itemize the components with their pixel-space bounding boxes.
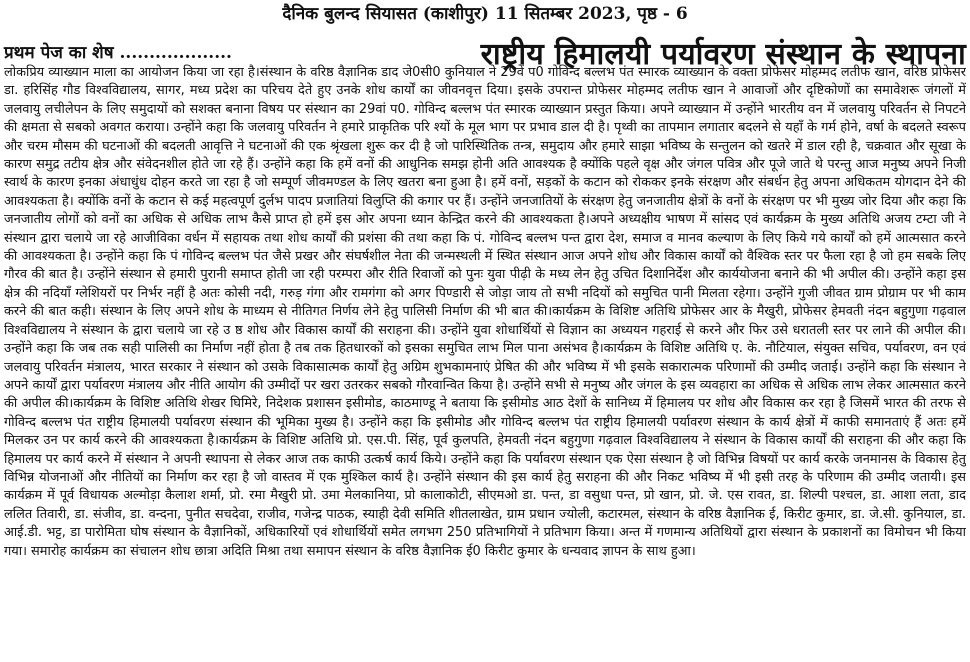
newspaper-masthead: दैनिक बुलन्द सियासत (काशीपुर) 11 सितम्बर 2023, पृष्ठ - 6 [282, 4, 688, 24]
article-headline: राष्ट्रीय हिमालयी पर्यावरण संस्थान के स्थापना [480, 37, 966, 72]
article-body: लोकप्रिय व्याख्यान माला का आयोजन किया जा रहा है।संस्थान के वरिष्ठ वैज्ञानिक डाद जे0सी0 कुनियाल ने 29वें प0 गोविन्द बल्लभ पंत स्मारक व्याख्यान के वक्ता प्रोफेसर मोहम्मद लतीफ खान, वरिष्ठ प्रोफेसर डा. हरिसिंह गौड विश्वविद्यालय, सागर, मध्य प्रदेश का परिचय देते हुए उनके शोध कार्यों का जीवनवृत्त दिया। इसके उपरान्त प्रोफेसर मोहम्मद लतीफ खान ने आवाजों और दृष्टिकोणों का समावेशरू जंगलों में जलवायु लचीलेपन के लिए समुदायों को सशक्त बनाना विषय पर संस्थान का 29वां प0. गोविन्द बल्लभ पंत स्मारक व्याख्यान प्रस्तुत किया। अपने व्याख्यान में उन्होंने भारतीय वन में जलवायु परिवर्तन से निपटने की क्षमता से सबको अवगत कराया। उन्होंने कहा कि जलवायु परिवर्तन ने हमारे प्राकृतिक परि श्यों के मूल भाग पर प्रभाव डाल दी है। पृथ्वी का तापमान लगातार बदलने से यहाँ के गर्म होने, वर्षा के बदलते स्वरूप और चरम मौसम की घटनाओं की बदलती आवृत्ति ने घटनाओं की एक श्रृंखला शुरू कर दी है जो पारिस्थितिक तन्त्र, समुदाय और हमारे साझा भविष्य के सन्तुलन को खतरे में डाल रही है, चक्रवात और सूखा के कारण समुद्र तटीय क्षेत्र और संवेदनशील होते जा रहे हैं। उन्होंने कहा कि हमें वनों की आधुनिक समझ होनी अति आवश्यक है क्योंकि पहले वृक्ष और जंगल पवित्र और पूजे जाते थे परन्तु आज मनुष्य अपने निजी स्वार्थ के कारण इनका अंधाधुंध दोहन करते जा रहा है जो सम्पूर्ण जीवमण्डल के लिए खतरा बना हुआ है। हमें वनों, सड़कों के कटान को रोककर इनके संरक्षण और संबर्धन हेतु अपना अधिकतम योगदान देने की आवश्यकता है। क्योंकि वनों के कटान से कई महत्वपूर्ण दुर्लभ पादप प्रजातियां विलुप्ति की कगार पर हैं। उन्होंने जनजातियों के संरक्षण हेतु जनजातीय क्षेत्रों के वनों के संरक्षण पर भी मुख्य जोर दिया और कहा कि जनजातीय लोगों को वनों का अधिक से अधिक लाभ कैसे प्राप्त हो हमें इस ओर अपना ध्यान केन्द्रित करने की आवश्यकता है।अपने अध्यक्षीय भाषण में सांसद एवं कार्यक्रम के मुख्य अतिथि अजय टम्टा जी ने संस्थान द्वारा चलाये जा रहे आजीविका वर्धन में सहायक तथा शोध कार्यों की प्रशंसा की तथा कहा कि पं. गोविन्द बल्लभ पन्त द्वारा देश, समाज व मानव कल्याण के लिए किये गये कार्यों को हमें आत्मसात करने की आवश्यकता है। उन्होंने कहा कि पं गोविन्द बल्लभ पंत जैसे प्रखर और संघर्षशील नेता की जन्मस्थली में स्थित संस्थान आज अपने शोध और विकास कार्यों को वैश्विक स्तर पर फैला रहा है जो हम सबके लिए गौरव की बात है। उन्होंने संस्थान से हमारी पुरानी समाप्त होती जा रही परम्परा और रीति रिवाजों को पुनः युवा पीढ़ी के मध्य लेन हेतु उचित दिशानिर्देश और कार्ययोजना बनाने की भी अपील की। उन्होंने कहा इस क्षेत्र की नदियाँ ग्लेशियरों पर निर्भर नहीं है अतः कोसी नदी, गरुड़ गंगा और रामगंगा को अगर पिण्डारी से जोड़ा जाय तो सभी नदियों को समुचित पानी मिलता रहेगा। उन्होंने गुजी जीवत ग्राम प्रोग्राम पर भी काम करने की बात कही। संस्थान के लिए अपने शोध के माध्यम से नीतिगत निर्णय लेने हेतु पालिसी निर्माण की भी बात की।कार्यक्रम के विशिष्ट अतिथि प्रोफेसर आर के मैखुरी, प्रोफेसर हेमवती नंदन बहुगुणा गढ़वाल विश्वविद्यालय ने संस्थान के द्वारा चलाये जा रहे उ ष्ठ शोध और विकास कार्यों की सराहना की। उन्होंने युवा शोधार्थियों से विज्ञान का अध्ययन गहराई से करने और फिर उसे धरातली स्तर पर लाने की अपील की। उन्होंने कहा कि जब तक सही पालिसी का निर्माण नहीं होता है तब तक हितधारकों को इसका समुचित लाभ मिल पाना असंभव है।कार्यक्रम के विशिष्ट अतिथि ए. के. नौटियाल, संयुक्त सचिव, पर्यावरण, वन एवं जलवायु परिवर्तन मंत्रालय, भारत सरकार ने संस्थान को उसके विकासात्मक कार्यों हेतु अग्रिम शुभकामनाएं प्रेषित की और भविष्य में भी इसके सकारात्मक परिणामों की उम्मीद जताई। उन्होंने कहा कि संस्थान ने अपने कार्यों द्वारा पर्यावरण मंत्रालय और नीति आयोग की उम्मीदों पर खरा उतरकर सबको गौरवान्वित किया है। उन्होंने सभी से मनुष्य और जंगल के इस व्यवहारा का अधिक से अधिक लाभ लेकर आत्मसात करने की अपील की।कार्यक्रम के विशिष्ट अतिथि शेखर घिमिरे, निदेशक प्रशासन इसीमोड, काठमाण्डू ने बताया कि इसीमोड आठ देशों के सानिध्य में हिमालय पर शोध और विकास कर रहा है जिसमें भारत की तरफ से गोविन्द बल्लभ पंत राष्ट्रीय हिमालयी पर्यावरण संस्थान की भूमिका मुख्य है। उन्होंने कहा कि इसीमोड और गोविन्द बल्लभ पंत राष्ट्रीय हिमालयी पर्यावरण संस्थान के कार्य क्षेत्रों में काफी समानताएं हैं अतः हमें मिलकर उन पर कार्य करने की आवश्यकता है।कार्यक्रम के विशिष्ट अतिथि प्रो. एस.पी. सिंह, पूर्व कुलपति, हेमवती नंदन बहुगुणा गढ़वाल विश्वविद्यालय ने संस्थान के विकास कार्यों की सराहना की और कहा कि हिमालय पर कार्य करने में संस्थान ने अपनी स्थापना से लेकर आज तक काफी उत्कर्ष कार्य किये। उन्होंने कहा कि पर्यावरण संस्थान एक ऐसा संस्थान है जो विभिन्न विषयों पर कार्य करके जनमानस के विकास हेतु विभिन्न योजनाओं और नीतियों का निर्माण कर रहा है जो वास्तव में एक मुश्किल कार्य है। उन्होंने संस्थान की इस कार्य हेतु सराहना की और निकट भविष्य में भी इसी तरह के परिणाम की उम्मीद जतायी। इस कार्यक्रम में पूर्व विधायक अल्मोड़ा कैलाश शर्मा, प्रो. रमा मैखुरी प्रो. उमा मेलकानिया, प्रो कालाकोटी, सीएमओ डा. पन्त, डा वसुधा पन्त, प्रो खान, प्रो. जे. एस रावत, डा. शिल्पी पश्चल, डा. आशा लता, डाद ललित तिवारी, डा. संजीव, डा. वन्दना, पुनीत सचदेवा, राजीव, गजेन्द्र पाठक, स्याही देवी समिति शीतलाखेत, ग्राम प्रधान ज्योली, कटारमल, संस्थान के वरिष्ठ वैज्ञानिक ई, किरीट कुमार, डा. जे.सी. कुनियाल, डा. आई.डी. भट्ट, डा पारोमिता घोष संस्थान के वैज्ञानिकों, अधिकारियों एवं शोधार्थियों समेत लगभग 250 प्रतिभागियों ने प्रतिभाग किया। अन्त में गणमान्य अतिथियों द्वारा संस्थान के प्रकाशनों का विमोचन भी किया गया। समारोह कार्यक्रम का संचालन शोध छात्रा अदिति मिश्रा तथा समापन संस्थान के वरिष्ठ वैज्ञानिक ई0 किरीट कुमार के धन्यवाद ज्ञापन के साथ हुआ। [4, 65, 966, 559]
section-label-text: प्रथम पेज का शेष [4, 43, 114, 63]
headline-row [4, 34, 966, 72]
section-dots: ................... [119, 43, 232, 63]
section-label [4, 40, 232, 63]
